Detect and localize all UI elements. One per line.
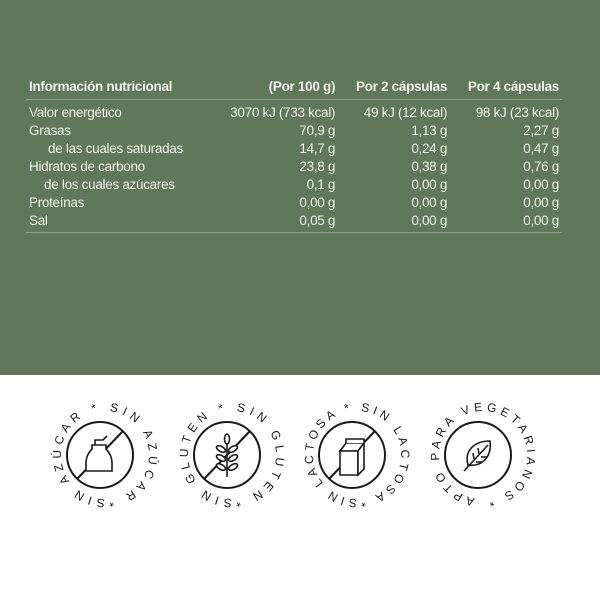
row-label: de los cuales azúcares: [44, 177, 175, 192]
table-row: [26, 140, 562, 158]
row-label: Proteínas: [29, 195, 85, 210]
cell: 14,7 g: [299, 141, 336, 156]
cell: 0,38 g: [411, 159, 448, 174]
cell: 49 kJ (12 kcal): [363, 105, 448, 120]
cell: 1,13 g: [411, 123, 448, 138]
milk-carton-icon: [340, 439, 364, 475]
cell: 2,27 g: [523, 123, 559, 138]
badge-text: SIN GLUTEN * SIN GLUTEN *: [176, 399, 288, 511]
table-row: [26, 158, 562, 176]
row-label: Hidratos de carbono: [29, 159, 145, 174]
badge-sin-azucar: [49, 400, 161, 510]
badge-sin-gluten: [177, 400, 287, 510]
badge-text: SIN AZÚCAR * SIN AZÚCAR *: [49, 399, 161, 511]
nutrition-table: [26, 76, 562, 233]
cell: 0,00 g: [450, 212, 562, 233]
badges-row: [0, 395, 600, 525]
cell: 0,00 g: [299, 195, 336, 210]
badge-vegetarianos: [428, 400, 538, 510]
cell: 0,00 g: [523, 177, 559, 192]
cell: 0,05 g: [210, 212, 338, 233]
cell: 98 kJ (23 kcal): [475, 105, 559, 120]
wheat-icon: [215, 434, 238, 477]
row-label: de las cuales saturadas: [48, 141, 183, 156]
cell: 70,9 g: [299, 123, 336, 138]
row-label: Valor energético: [29, 105, 122, 120]
cell: 0,76 g: [523, 159, 559, 174]
cell: 0,47 g: [523, 141, 559, 156]
cell: 0,00 g: [523, 195, 559, 210]
header-per-4-caps: Por 4 cápsulas: [450, 76, 562, 100]
leaf-icon: [464, 441, 490, 471]
cell: 3070 kJ (733 kcal): [230, 105, 336, 120]
badge-sin-lactosa: [302, 400, 412, 510]
header-per-2-caps: Por 2 cápsulas: [338, 76, 450, 100]
badge-text: APTO PARA VEGETARIANOS *: [427, 399, 539, 510]
sugar-dispenser-icon: [86, 436, 112, 471]
cell: 0,00 g: [411, 177, 448, 192]
table-row: [26, 176, 562, 194]
table-header: [26, 76, 562, 100]
cell: 23,8 g: [299, 159, 336, 174]
row-label: Sal: [26, 212, 210, 233]
cell: 0,24 g: [411, 141, 448, 156]
badge-text: SIN LACTOSA * SIN LACTOSA *: [301, 399, 413, 511]
table-row: [26, 104, 562, 122]
header-info: Información nutricional: [26, 76, 210, 100]
table-row: [26, 194, 562, 212]
cell: 0,00 g: [411, 195, 448, 210]
header-per-100g: (Por 100 g): [210, 76, 338, 100]
table-row: [26, 212, 562, 233]
cell: 0,00 g: [338, 212, 450, 233]
row-label: Grasas: [29, 123, 71, 138]
cell: 0,1 g: [306, 177, 336, 192]
table-row: [26, 122, 562, 140]
